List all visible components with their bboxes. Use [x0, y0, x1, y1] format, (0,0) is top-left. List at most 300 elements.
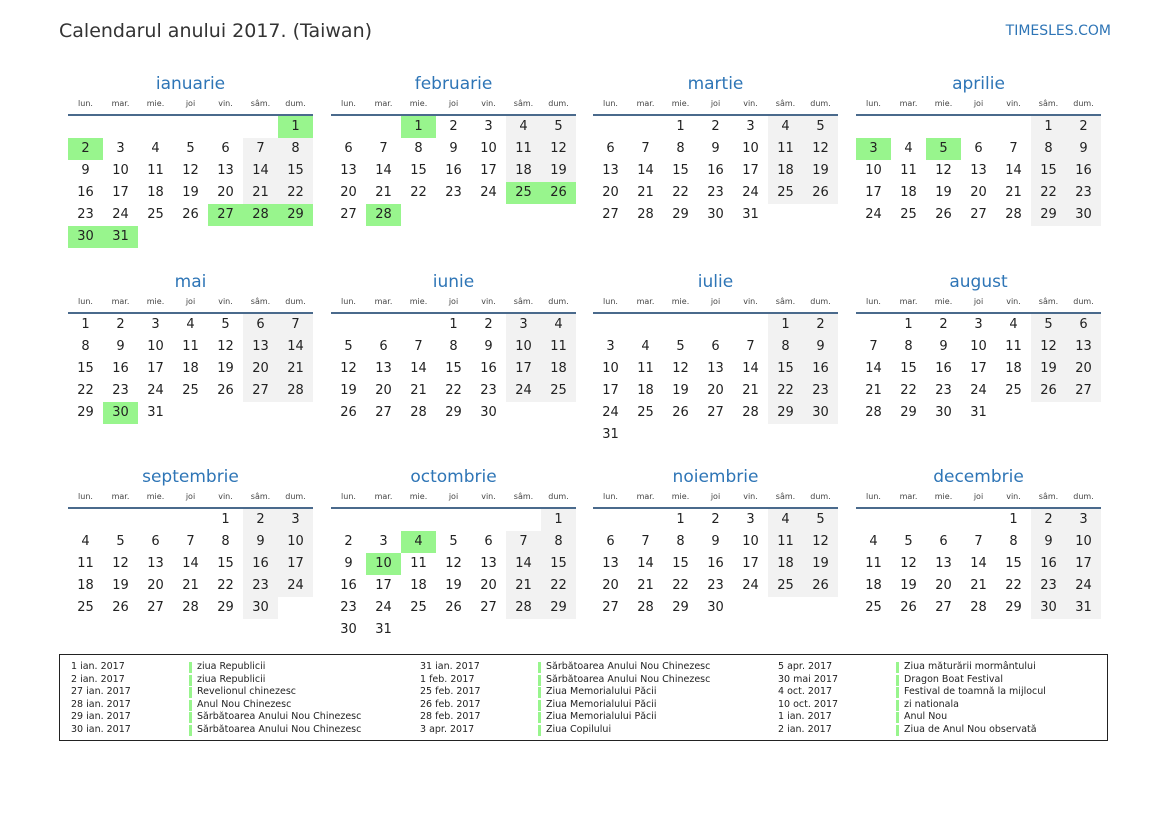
day-cell-empty: [278, 402, 313, 424]
week-row: [68, 314, 313, 336]
day-cell: 12: [672, 361, 689, 376]
day-cell-weekend: 4: [768, 116, 803, 138]
holiday-name: ziua Republicii: [197, 661, 266, 672]
week-row: [331, 204, 576, 226]
day-cell-weekend: 10: [506, 336, 541, 358]
day-cell: 22: [410, 185, 427, 200]
day-cell-weekend: 25: [541, 380, 576, 402]
day-cell: 26: [182, 207, 199, 222]
holiday-marker: [189, 712, 192, 723]
weekday-label: mar.: [111, 297, 130, 306]
week-row: [856, 358, 1101, 380]
month-name: iunie: [432, 272, 475, 292]
day-cell-empty: [541, 204, 576, 226]
day-cell-weekend: 8: [1031, 138, 1066, 160]
week-row: [68, 138, 313, 160]
day-cell-weekend: 29: [541, 597, 576, 619]
weekday-label: joi: [973, 297, 984, 306]
week-row: [856, 204, 1101, 226]
day-cell: 11: [77, 556, 94, 571]
day-cell-empty: [471, 619, 506, 641]
weekday-label: sâm.: [1038, 297, 1059, 306]
week-row: [68, 116, 313, 138]
day-cell: 18: [147, 185, 164, 200]
day-cell-holiday: 2: [68, 138, 103, 160]
day-cell-weekend: 9: [1031, 531, 1066, 553]
day-cell-weekend: 17: [1066, 553, 1101, 575]
day-cell-weekend: 7: [278, 314, 313, 336]
day-cell-weekend: 15: [278, 160, 313, 182]
week-row: [856, 314, 1101, 336]
day-cell-weekend: 26: [803, 575, 838, 597]
day-cell: 12: [935, 163, 952, 178]
holiday-date: 30 ian. 2017: [71, 723, 131, 735]
week-row: [856, 597, 1101, 619]
month-aprilie: [856, 73, 1101, 226]
day-cell: 16: [112, 361, 129, 376]
day-cell-weekend: 10: [278, 531, 313, 553]
holiday-name: zi nationala: [904, 698, 959, 710]
day-cell: 22: [672, 578, 689, 593]
day-cell: 17: [112, 185, 129, 200]
day-cell-weekend: 2: [1066, 116, 1101, 138]
day-cell: 18: [865, 578, 882, 593]
holiday-date: 30 mai 2017: [778, 673, 839, 685]
weekday-label: sâm.: [1038, 99, 1059, 108]
day-cell: 25: [1005, 383, 1022, 398]
day-cell: 2: [939, 317, 948, 332]
day-cell-empty: [856, 314, 891, 336]
day-cell: 21: [637, 185, 654, 200]
weekday-label: vin.: [481, 297, 496, 306]
holiday-marker: [538, 700, 541, 711]
holiday-marker: [896, 725, 899, 736]
weekday-label: joi: [448, 99, 459, 108]
holiday-date: 5 apr. 2017: [778, 661, 833, 672]
weekday-label: sâm.: [513, 297, 534, 306]
day-cell: 13: [147, 556, 164, 571]
day-cell: 7: [869, 339, 878, 354]
day-cell: 16: [935, 361, 952, 376]
week-row: [593, 138, 838, 160]
holiday-date: 1 ian. 2017: [778, 711, 832, 722]
weekday-label: joi: [185, 492, 196, 501]
day-cell: 17: [147, 361, 164, 376]
day-cell: 7: [746, 339, 755, 354]
day-cell: 17: [375, 578, 392, 593]
day-cell: 17: [602, 383, 619, 398]
weekday-label: dum.: [1073, 492, 1094, 501]
holiday-date: 1 ian. 2017: [71, 661, 125, 672]
holiday-name: Ziua Copilului: [546, 723, 612, 735]
day-cell: 15: [1005, 556, 1022, 571]
day-cell: 17: [742, 556, 759, 571]
week-row: [68, 553, 313, 575]
day-cell-weekend: 16: [1031, 553, 1066, 575]
day-cell-weekend: 26: [803, 182, 838, 204]
day-cell: 7: [186, 534, 195, 549]
week-row: [593, 402, 838, 424]
holiday-marker: [189, 662, 192, 673]
weekday-label: joi: [185, 99, 196, 108]
week-row: [68, 160, 313, 182]
day-cell-weekend: 22: [1031, 182, 1066, 204]
weekday-header: [593, 97, 838, 116]
month-name: septembrie: [142, 467, 239, 487]
day-cell: 26: [340, 405, 357, 420]
day-cell: 11: [147, 163, 164, 178]
day-cell-empty: [401, 619, 436, 641]
day-cell: 5: [116, 534, 125, 549]
holiday-name: Ziua măturării mormântului: [904, 661, 1036, 672]
day-cell: 20: [935, 578, 952, 593]
weekday-header: [331, 295, 576, 314]
day-cell: 6: [151, 534, 160, 549]
day-cell: 3: [116, 141, 125, 156]
weekday-label: lun.: [866, 297, 881, 306]
day-cell-weekend: 5: [1031, 314, 1066, 336]
day-cell-weekend: 19: [803, 553, 838, 575]
day-cell: 24: [742, 578, 759, 593]
day-cell-weekend: 8: [768, 336, 803, 358]
holiday-marker: [189, 700, 192, 711]
week-row: [68, 182, 313, 204]
weekday-label: mie.: [146, 99, 165, 108]
weekday-label: mar.: [636, 492, 655, 501]
week-row: [68, 358, 313, 380]
day-cell-empty: [961, 116, 996, 138]
day-cell: 29: [1005, 600, 1022, 615]
day-cell-empty: [436, 619, 471, 641]
day-cell-empty: [663, 314, 698, 336]
day-cell: 16: [77, 185, 94, 200]
day-cell: 8: [676, 141, 685, 156]
weekday-label: mie.: [146, 297, 165, 306]
weekday-label: lun.: [341, 297, 356, 306]
week-row: [593, 380, 838, 402]
week-row: [856, 575, 1101, 597]
day-cell-weekend: 1: [1031, 116, 1066, 138]
day-cell: 11: [410, 556, 427, 571]
day-cell: 27: [147, 600, 164, 615]
day-cell: 16: [707, 556, 724, 571]
day-cell-empty: [366, 509, 401, 531]
week-row: [593, 182, 838, 204]
day-cell: 20: [375, 383, 392, 398]
month-name: octombrie: [410, 467, 497, 487]
day-cell: 2: [449, 119, 458, 134]
day-cell: 18: [900, 185, 917, 200]
holiday-name: Sărbătoarea Anului Nou Chinezesc: [546, 673, 711, 685]
day-cell: 27: [970, 207, 987, 222]
day-cell: 13: [217, 163, 234, 178]
holiday-name: Ziua Memorialului Păcii: [546, 711, 657, 722]
day-cell: 20: [217, 185, 234, 200]
day-cell: 27: [375, 405, 392, 420]
day-cell-empty: [733, 597, 768, 619]
weekday-label: dum.: [810, 99, 831, 108]
weekday-label: mie.: [934, 99, 953, 108]
weekday-header: [331, 97, 576, 116]
day-cell-weekend: 8: [541, 531, 576, 553]
week-row: [68, 402, 313, 424]
day-cell: 1: [449, 317, 458, 332]
day-cell-weekend: 21: [243, 182, 278, 204]
week-row: [593, 358, 838, 380]
weekday-label: lun.: [866, 492, 881, 501]
day-cell-weekend: 28: [506, 597, 541, 619]
day-cell-empty: [173, 509, 208, 531]
week-row: [331, 116, 576, 138]
day-cell: 4: [641, 339, 650, 354]
day-cell: 9: [449, 141, 458, 156]
day-cell-weekend: 15: [541, 553, 576, 575]
week-row: [331, 575, 576, 597]
day-cell: 4: [186, 317, 195, 332]
day-cell: 4: [151, 141, 160, 156]
holiday-name: Ziua de Anul Nou observată: [904, 723, 1037, 735]
day-cell: 12: [900, 556, 917, 571]
day-cell: 20: [707, 383, 724, 398]
day-cell: 6: [606, 534, 615, 549]
week-row: [856, 553, 1101, 575]
day-cell-weekend: 17: [278, 553, 313, 575]
day-cell: 12: [112, 556, 129, 571]
weekday-label: joi: [710, 492, 721, 501]
day-cell-weekend: 3: [1066, 509, 1101, 531]
day-cell-empty: [138, 116, 173, 138]
day-cell: 19: [935, 185, 952, 200]
month-octombrie: [331, 466, 576, 641]
week-row: [856, 116, 1101, 138]
month-martie: [593, 73, 838, 226]
day-cell-empty: [803, 204, 838, 226]
day-cell-empty: [208, 402, 243, 424]
day-cell: 15: [217, 556, 234, 571]
weekday-header: [68, 490, 313, 509]
day-cell-empty: [768, 424, 803, 446]
holiday-name: Sărbătoarea Anului Nou Chinezesc: [197, 711, 362, 722]
weekday-label: mar.: [899, 492, 918, 501]
week-row: [68, 380, 313, 402]
day-cell: 9: [116, 339, 125, 354]
day-cell: 21: [742, 383, 759, 398]
day-cell: 23: [707, 578, 724, 593]
day-cell: 20: [970, 185, 987, 200]
holiday-marker: [896, 687, 899, 698]
day-cell: 14: [637, 163, 654, 178]
day-cell: 21: [970, 578, 987, 593]
weekday-label: vin.: [218, 297, 233, 306]
day-cell: 31: [970, 405, 987, 420]
site-link[interactable]: TIMESLES.COM: [1005, 23, 1111, 39]
day-cell: 29: [900, 405, 917, 420]
day-cell: 24: [865, 207, 882, 222]
day-cell-weekend: 17: [506, 358, 541, 380]
day-cell-weekend: 15: [1031, 160, 1066, 182]
day-cell-weekend: 4: [768, 509, 803, 531]
day-cell-weekend: 19: [803, 160, 838, 182]
day-cell: 18: [1005, 361, 1022, 376]
day-cell-weekend: 19: [541, 160, 576, 182]
day-cell: 14: [375, 163, 392, 178]
day-cell-weekend: 5: [541, 116, 576, 138]
day-cell-holiday: 1: [401, 116, 436, 138]
day-cell-weekend: 30: [1031, 597, 1066, 619]
day-cell: 24: [742, 185, 759, 200]
page-title: Calendarul anului 2017. (Taiwan): [59, 20, 373, 42]
week-row: [331, 380, 576, 402]
day-cell-weekend: 6: [243, 314, 278, 336]
day-cell: 18: [182, 361, 199, 376]
week-row: [593, 336, 838, 358]
day-cell: 5: [904, 534, 913, 549]
day-cell-empty: [1066, 402, 1101, 424]
day-cell-holiday: 10: [366, 553, 401, 575]
day-cell-empty: [593, 116, 628, 138]
day-cell-weekend: 23: [1066, 182, 1101, 204]
day-cell: 5: [449, 534, 458, 549]
day-cell: 26: [935, 207, 952, 222]
day-cell: 26: [112, 600, 129, 615]
day-cell: 6: [939, 534, 948, 549]
holiday-marker: [538, 662, 541, 673]
weekday-header: [331, 490, 576, 509]
weekday-label: joi: [710, 297, 721, 306]
day-cell: 25: [637, 405, 654, 420]
day-cell: 9: [344, 556, 353, 571]
day-cell-weekend: 12: [803, 531, 838, 553]
weekday-label: mie.: [934, 297, 953, 306]
weekday-label: mar.: [899, 99, 918, 108]
holiday-legend: [59, 654, 1108, 741]
day-cell: 14: [637, 556, 654, 571]
holiday-marker: [896, 700, 899, 711]
holiday-date: 27 ian. 2017: [71, 686, 131, 697]
day-cell-weekend: 9: [1066, 138, 1101, 160]
week-row: [331, 160, 576, 182]
day-cell: 9: [711, 534, 720, 549]
day-cell: 15: [445, 361, 462, 376]
day-cell-weekend: 16: [803, 358, 838, 380]
day-cell: 22: [1005, 578, 1022, 593]
day-cell: 20: [480, 578, 497, 593]
day-cell: 21: [182, 578, 199, 593]
day-cell: 24: [602, 405, 619, 420]
day-cell-weekend: 24: [1066, 575, 1101, 597]
weekday-label: joi: [973, 492, 984, 501]
day-cell-empty: [173, 116, 208, 138]
week-row: [331, 509, 576, 531]
weekday-label: sâm.: [775, 492, 796, 501]
day-cell-holiday: 30: [103, 402, 138, 424]
day-cell-empty: [401, 314, 436, 336]
day-cell-empty: [278, 597, 313, 619]
week-row: [331, 314, 576, 336]
month-septembrie: [68, 466, 313, 619]
day-cell: 5: [186, 141, 195, 156]
day-cell: 12: [182, 163, 199, 178]
month-iulie: [593, 271, 838, 446]
weekday-label: lun.: [341, 99, 356, 108]
day-cell-empty: [926, 116, 961, 138]
day-cell: 28: [182, 600, 199, 615]
day-cell-weekend: 18: [768, 160, 803, 182]
day-cell: 5: [344, 339, 353, 354]
day-cell: 25: [147, 207, 164, 222]
week-row: [331, 402, 576, 424]
day-cell-weekend: 29: [1031, 204, 1066, 226]
weekday-label: sâm.: [250, 492, 271, 501]
day-cell-empty: [471, 509, 506, 531]
weekday-label: joi: [185, 297, 196, 306]
holiday-marker: [189, 675, 192, 686]
day-cell-weekend: 6: [1066, 314, 1101, 336]
month-august: [856, 271, 1101, 424]
day-cell-weekend: 11: [768, 138, 803, 160]
weekday-label: sâm.: [1038, 492, 1059, 501]
weekday-label: sâm.: [513, 492, 534, 501]
day-cell: 10: [602, 361, 619, 376]
month-iunie: [331, 271, 576, 424]
day-cell-weekend: 12: [1031, 336, 1066, 358]
day-cell-weekend: 4: [506, 116, 541, 138]
day-cell: 31: [602, 427, 619, 442]
day-cell: 15: [410, 163, 427, 178]
day-cell-weekend: 16: [243, 553, 278, 575]
day-cell: 23: [707, 185, 724, 200]
weekday-label: dum.: [285, 492, 306, 501]
day-cell-weekend: 7: [506, 531, 541, 553]
day-cell-empty: [243, 402, 278, 424]
day-cell: 11: [182, 339, 199, 354]
month-name: august: [949, 272, 1008, 292]
day-cell: 3: [379, 534, 388, 549]
day-cell-empty: [593, 314, 628, 336]
weekday-label: mie.: [409, 99, 428, 108]
day-cell: 4: [1009, 317, 1018, 332]
day-cell-empty: [506, 402, 541, 424]
day-cell: 25: [77, 600, 94, 615]
day-cell: 2: [484, 317, 493, 332]
weekday-label: joi: [448, 492, 459, 501]
day-cell-weekend: 14: [278, 336, 313, 358]
weekday-label: mie.: [671, 492, 690, 501]
day-cell: 17: [742, 163, 759, 178]
day-cell-empty: [628, 509, 663, 531]
week-row: [856, 509, 1101, 531]
weekday-label: mie.: [934, 492, 953, 501]
day-cell-empty: [926, 509, 961, 531]
weekday-label: vin.: [743, 297, 758, 306]
day-cell: 10: [865, 163, 882, 178]
day-cell-holiday: 28: [243, 204, 278, 226]
day-cell: 3: [484, 119, 493, 134]
week-row: [68, 336, 313, 358]
day-cell: 23: [77, 207, 94, 222]
day-cell: 10: [147, 339, 164, 354]
day-cell: 1: [81, 317, 90, 332]
day-cell: 7: [641, 534, 650, 549]
day-cell-empty: [208, 116, 243, 138]
day-cell-empty: [768, 204, 803, 226]
day-cell-weekend: 1: [541, 509, 576, 531]
day-cell: 3: [151, 317, 160, 332]
weekday-label: vin.: [481, 99, 496, 108]
day-cell: 24: [480, 185, 497, 200]
holiday-date: 28 ian. 2017: [71, 698, 131, 710]
day-cell-empty: [1031, 402, 1066, 424]
